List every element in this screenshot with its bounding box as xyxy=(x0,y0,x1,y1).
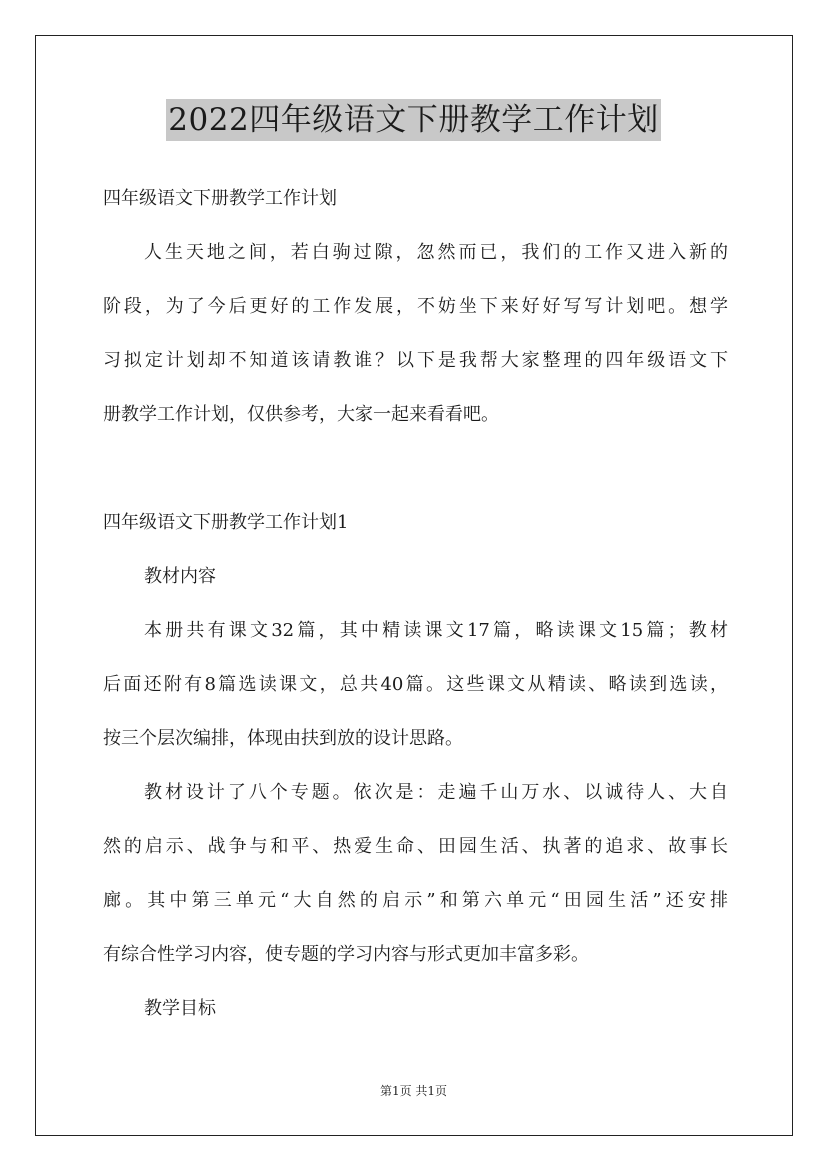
materials-line: 后面还附有8篇选读课文，总共40篇。这些课文从精读、略读到选读， xyxy=(103,674,728,695)
intro-line: 阶段，为了今后更好的工作发展，不妨坐下来好好写写计划吧。想学 xyxy=(103,296,728,317)
title-container xyxy=(0,99,827,141)
section-title: 四年级语文下册教学工作计划1 xyxy=(103,512,349,533)
page-footer: 第1页 共1页 xyxy=(379,1084,448,1098)
intro-line: 册教学工作计划，仅供参考，大家一起来看看吧。 xyxy=(103,404,499,425)
document-subtitle: 四年级语文下册教学工作计划 xyxy=(103,188,337,209)
document-title: 2022四年级语文下册教学工作计划 xyxy=(166,99,660,141)
topics-line: 廊。其中第三单元“大自然的启示”和第六单元“田园生活”还安排 xyxy=(103,890,728,911)
paragraph-spacer xyxy=(103,442,728,496)
section-heading-materials: 教材内容 xyxy=(144,566,216,587)
topics-line: 教材设计了八个专题。依次是：走遍千山万水、以诚待人、大自 xyxy=(144,782,728,803)
intro-line: 人生天地之间，若白驹过隙，忽然而已，我们的工作又进入新的 xyxy=(144,242,728,263)
intro-line: 习拟定计划却不知道该请教谁？以下是我帮大家整理的四年级语文下 xyxy=(103,350,728,371)
materials-line: 本册共有课文32篇，其中精读课文17篇，略读课文15篇；教材 xyxy=(144,620,728,641)
materials-line: 按三个层次编排，体现由扶到放的设计思路。 xyxy=(103,728,463,749)
document-body xyxy=(103,172,728,1036)
topics-line: 有综合性学习内容，使专题的学习内容与形式更加丰富多彩。 xyxy=(103,944,589,965)
section-heading-goals: 教学目标 xyxy=(144,998,216,1019)
topics-line: 然的启示、战争与和平、热爱生命、田园生活、执著的追求、故事长 xyxy=(103,836,728,857)
